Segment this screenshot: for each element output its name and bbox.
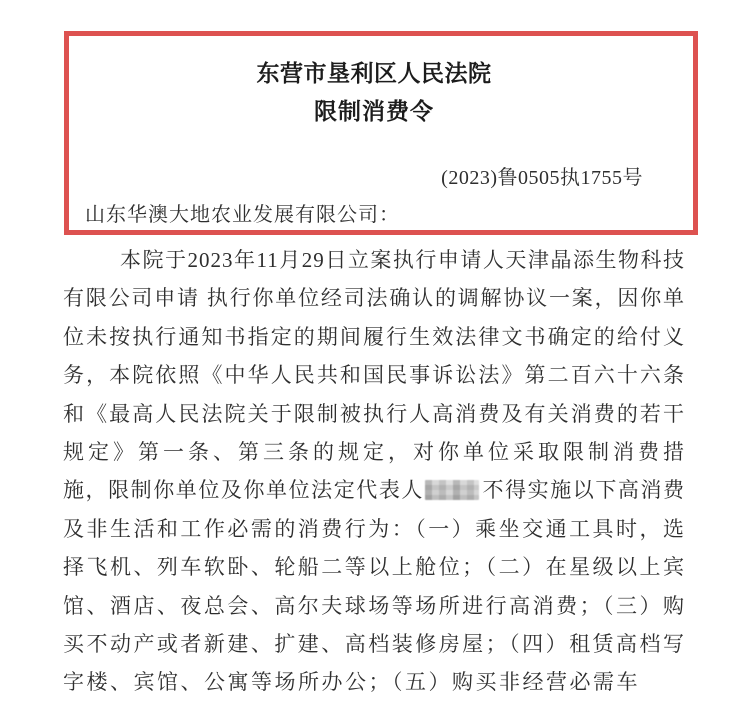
case-number: (2023)鲁0505执1755号 — [441, 167, 643, 189]
redacted-line-pre-text: 施，限制你单位及你单位法定代表人 — [63, 478, 424, 503]
body-line: 买不动产或者新建、扩建、高档装修房屋；（四）租赁高档写 — [63, 631, 685, 656]
body-line: 馆、酒店、夜总会、高尔夫球场等场所进行高消费；（三）购 — [63, 593, 685, 618]
redacted-name-blur — [425, 480, 479, 500]
body-line-redacted — [63, 471, 685, 509]
redacted-line-post-text: 不得实施以下高消费 — [481, 478, 685, 503]
document-body — [63, 241, 685, 702]
body-line: 位未按执行通知书指定的期间履行生效法律文书确定的给付义 — [63, 324, 685, 349]
body-line: 和《最高人民法院关于限制被执行人高消费及有关消费的若干 — [63, 401, 685, 426]
body-line: 有限公司申请 执行你单位经司法确认的调解协议一案，因你单 — [63, 286, 685, 311]
court-name: 东营市垦利区人民法院 — [256, 61, 492, 86]
body-line: 择飞机、列车软卧、轮船二等以上舱位；（二）在星级以上宾 — [63, 555, 685, 580]
addressee-company-name: 山东华澳大地农业发展有限公司： — [85, 204, 400, 226]
body-line: 规定》第一条、第三条的规定，对你单位采取限制消费措 — [63, 439, 685, 464]
body-line: 本院于2023年11月29日立案执行申请人天津晶添生物科技 — [120, 248, 685, 272]
body-line: 务，本院依照《中华人民共和国民事诉讼法》第二百六十六条 — [63, 363, 685, 388]
body-line: 字楼、宾馆、公寓等场所办公；（五）购买非经营必需车 — [63, 670, 640, 695]
document-title: 限制消费令 — [314, 99, 434, 124]
body-line: 及非生活和工作必需的消费行为：（一）乘坐交通工具时，选 — [63, 516, 685, 541]
